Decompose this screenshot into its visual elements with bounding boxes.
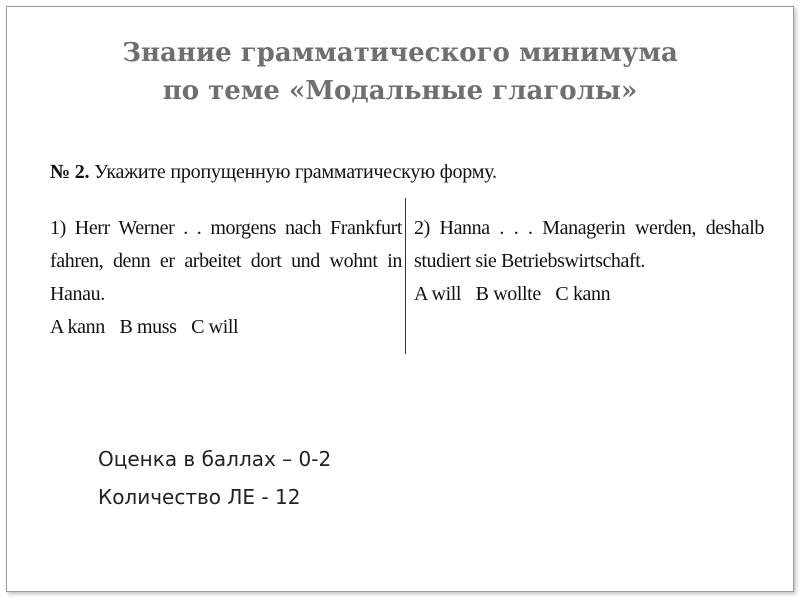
title-line-1: Знание грамматического минимума — [122, 38, 678, 68]
task-number: № 2. — [50, 161, 90, 183]
score-line: Оценка в баллах – 0-2 — [98, 447, 332, 471]
scoring-info — [98, 440, 331, 516]
task-item-1 — [50, 212, 402, 344]
option-b: B wollte — [475, 283, 541, 305]
option-a: A kann — [50, 316, 105, 338]
task-instruction: Укажите пропущенную грамматическую форму. — [94, 161, 497, 183]
task-item-1-text: 1) Herr Werner . . morgens nach Frankfurt fahren, denn er arbeitet dort und wohnt in Hanau. — [50, 217, 402, 305]
task-heading — [50, 160, 770, 184]
task-item-2 — [414, 212, 764, 311]
title-line-2: по теме «Модальные глаголы» — [162, 76, 638, 106]
task-item-2-options — [414, 278, 764, 311]
task-block — [50, 160, 770, 352]
option-b: B muss — [119, 316, 177, 338]
task-item-2-text: 2) Hanna . . . Managerin werden, deshalb studiert sie Betriebswirtschaft. — [414, 217, 764, 272]
column-divider — [405, 198, 406, 354]
option-a: A will — [414, 283, 462, 305]
units-line: Количество ЛЕ - 12 — [98, 485, 301, 509]
task-items — [50, 212, 770, 352]
task-item-1-options — [50, 311, 402, 344]
option-c: C will — [191, 316, 239, 338]
option-c: C kann — [555, 283, 611, 305]
slide-title — [0, 34, 800, 110]
